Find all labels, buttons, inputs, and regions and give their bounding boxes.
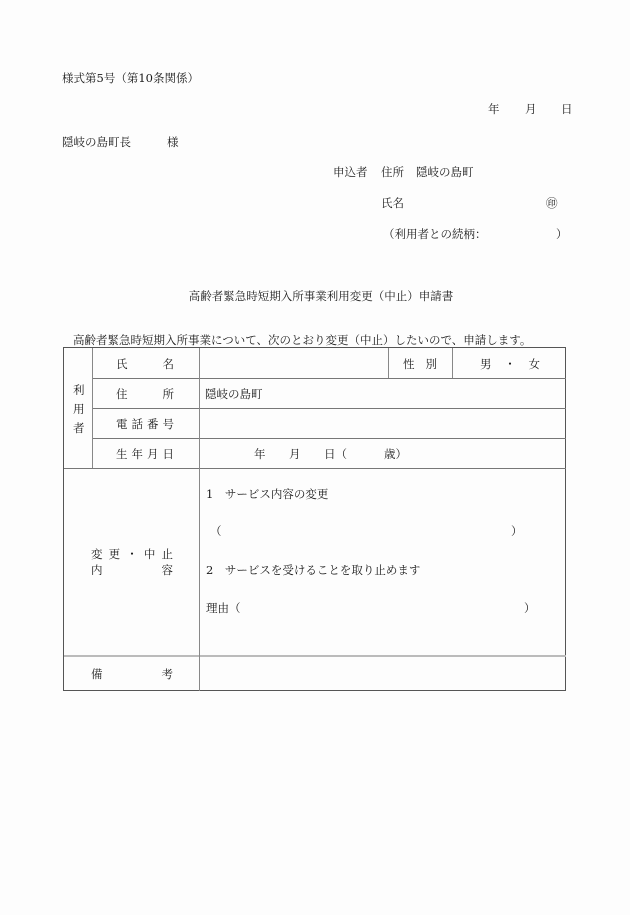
gender-label-char: 性 [403, 357, 415, 371]
birthdate-label [116, 446, 174, 462]
document-title: 高齢者緊急時短期入所事業利用変更（中止）申請書 [188, 289, 454, 303]
remarks-label [91, 666, 173, 682]
birthdate-label-char: 生 [116, 447, 128, 461]
change-details-field[interactable] [228, 521, 508, 539]
gender-female-option[interactable]: 女 [528, 357, 540, 371]
gender-label [403, 356, 437, 372]
date-year-label: 年 [488, 102, 500, 116]
change-content-label [91, 546, 173, 578]
applicant-address-label: 住所 [381, 165, 404, 179]
applicant-label: 申込者 [333, 165, 368, 179]
birth-month-label: 月 [289, 447, 301, 461]
user-group-char: 利 [73, 383, 85, 397]
seal-mark: ㊞ [546, 196, 558, 210]
gender-male-option[interactable]: 男 [480, 357, 492, 371]
birth-year-label: 年 [254, 447, 266, 461]
birthdate-label-char: 年 [131, 447, 143, 461]
user-address-field[interactable]: 隠岐の島町 [205, 387, 263, 401]
date-month-label: 月 [525, 102, 537, 116]
applicant-name-label: 氏名 [381, 196, 404, 210]
address-label-char: 住 [116, 387, 128, 401]
change-label-char: 変 [91, 547, 103, 561]
application-table [63, 347, 566, 691]
phone-label [116, 416, 174, 432]
option-change-open-paren: （ [210, 524, 222, 538]
date-day-label: 日 [561, 102, 573, 116]
relation-label: （利用者との続柄： [383, 227, 487, 241]
relation-close: ） [556, 227, 568, 241]
addressee: 隠岐の島町長 [62, 135, 131, 149]
intro-text: 高齢者緊急時短期入所事業について、次のとおり変更（中止）したいので、申請します。 [73, 333, 532, 347]
addressee-honorific: 様 [167, 135, 179, 149]
birthdate-label-char: 日 [162, 447, 174, 461]
remarks-field[interactable] [201, 658, 565, 690]
age-label: 歳） [384, 447, 407, 461]
user-name-field[interactable] [201, 349, 387, 377]
option-change-service[interactable]: 1 サービス内容の変更 [206, 487, 329, 501]
reason-field[interactable] [246, 598, 522, 616]
user-group-char: 者 [73, 421, 85, 435]
remarks-label-char: 考 [161, 667, 173, 681]
change-label-char: 止 [161, 547, 173, 561]
change-label-char: 中 [143, 547, 156, 561]
address-label-char: 所 [162, 387, 174, 401]
change-label-char: 容 [161, 563, 173, 577]
gender-label-char: 別 [425, 357, 437, 371]
reason-label: 理由（ [206, 601, 241, 615]
phone-label-char: 号 [162, 417, 174, 431]
name-label [116, 356, 174, 372]
form-number: 様式第5号（第10条関係） [62, 71, 199, 85]
gender-separator: ・ [504, 357, 516, 371]
birth-day-label: 日（ [324, 447, 347, 461]
name-label-char: 氏 [116, 357, 128, 371]
user-group-char: 用 [73, 402, 85, 416]
user-group-label [73, 381, 87, 438]
address-label [116, 386, 174, 402]
gender-options [480, 356, 540, 372]
option-cancel-service[interactable]: 2 サービスを受けることを取り止めます [206, 563, 421, 577]
option-change-close-paren: ） [511, 524, 523, 538]
phone-label-char: 話 [131, 417, 143, 431]
applicant-address-field[interactable]: 隠岐の島町 [416, 165, 474, 179]
change-label-char: 更 [108, 547, 121, 561]
phone-label-char: 電 [116, 417, 128, 431]
user-phone-field[interactable] [201, 409, 565, 437]
birthdate-label-char: 月 [147, 447, 159, 461]
change-label-char: 内 [91, 563, 103, 577]
phone-label-char: 番 [147, 417, 159, 431]
remarks-label-char: 備 [91, 667, 103, 681]
name-label-char: 名 [162, 357, 174, 371]
reason-close-paren: ） [524, 601, 536, 615]
change-label-char: ・ [126, 547, 138, 561]
